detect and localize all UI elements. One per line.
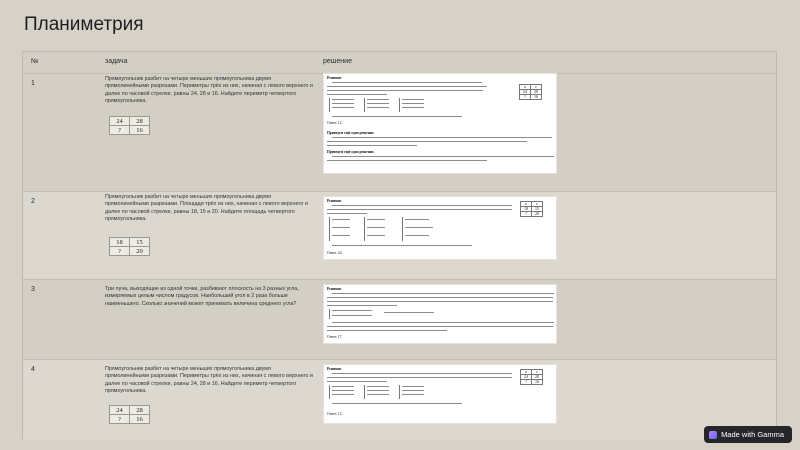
solution-alt-heading: Приведем ещё одно решение.	[327, 150, 375, 154]
problems-table	[22, 51, 777, 439]
page-title: Планиметрия	[24, 14, 144, 35]
row-number: 3	[31, 286, 35, 293]
task-grid	[109, 237, 150, 256]
sol-grid-cell: a	[520, 85, 531, 90]
row-number: 2	[31, 198, 35, 205]
sol-grid-cell: c	[532, 370, 543, 375]
task-text: Три луча, выходящие из одной точки, разбивают плоскость на 3 разных угла, измеряемых целым числом градусов. Наибольший угол в 2 раза больше наименьшего. Сколько значений может принимать величина среднего угла?	[105, 286, 299, 307]
grid-cell: 28	[130, 406, 150, 415]
task-text: Прямоугольник разбит на четыре меньших прямоугольника двумя прямолинейными разрезами. Площади трёх из них, начиная с левого верхнего и далее по часовой стрелке, равны 18, 15 и 20. Найдите площадь четвертого прямоугольника.	[105, 194, 308, 222]
header-solution: решение	[323, 58, 352, 65]
solution-image	[323, 196, 557, 260]
grid-cell: 28	[130, 117, 150, 126]
task-grid	[109, 405, 150, 424]
solution-heading: Решение.	[327, 287, 343, 291]
solution-image	[323, 364, 557, 424]
solution-heading: Решение.	[327, 367, 343, 371]
table-row	[23, 192, 776, 280]
solution-grid	[520, 201, 543, 217]
row-number: 1	[31, 80, 35, 87]
sol-grid-cell: ?	[521, 380, 532, 385]
solution-image	[323, 73, 557, 174]
header-task: задача	[105, 58, 128, 65]
solution-grid	[519, 84, 542, 100]
solution-answer: Ответ: 12.	[327, 121, 343, 125]
grid-cell: ?	[110, 126, 130, 135]
sol-grid-cell: 18	[521, 207, 532, 212]
sol-grid-cell: ?	[520, 95, 531, 100]
sol-grid-cell: ?	[521, 212, 532, 217]
row-number: 4	[31, 366, 35, 373]
solution-answer: Ответ: 17.	[327, 335, 343, 339]
solution-heading: Решение.	[327, 76, 343, 80]
made-with-gamma-badge[interactable]	[704, 426, 792, 443]
solution-heading: Решение.	[327, 199, 343, 203]
table-row	[23, 360, 776, 440]
sol-grid-cell: 24	[520, 90, 531, 95]
solution-alt-heading: Приведем ещё одно решение.	[327, 131, 375, 135]
sol-grid-cell: a	[521, 370, 532, 375]
solution-answer: Ответ: 24.	[327, 251, 343, 255]
sol-grid-cell: 16	[532, 380, 543, 385]
task-grid	[109, 116, 150, 135]
sol-grid-cell: 16	[531, 95, 542, 100]
grid-cell: 18	[110, 238, 130, 247]
task-text: Прямоугольник разбит на четыре меньших прямоугольника двумя прямолинейными разрезами. Периметры трёх из них, начиная с левого верхнего и далее по часовой стрелке, равны 24, 28 и 16. Найдите периметр четвертого прямоугольника.	[105, 76, 313, 104]
task-text: Прямоугольник разбит на четыре меньших прямоугольника двумя прямолинейными разрезами. Периметры трёх из них, начиная с левого верхнего и далее по часовой стрелке, равны 24, 28 и 16. Найдите периметр четвертого прямоугольника.	[105, 366, 313, 394]
badge-label: Made with Gamma	[721, 430, 784, 439]
sol-grid-cell: 24	[521, 375, 532, 380]
solution-answer: Ответ: 12.	[327, 412, 343, 416]
solution-image	[323, 284, 557, 344]
grid-cell: 20	[130, 247, 150, 256]
grid-cell: 16	[130, 415, 150, 424]
sol-grid-cell: a	[521, 202, 532, 207]
sol-grid-cell: 15	[532, 207, 543, 212]
table-row	[23, 280, 776, 360]
grid-cell: ?	[110, 415, 130, 424]
grid-cell: 24	[110, 406, 130, 415]
sol-grid-cell: c	[531, 85, 542, 90]
gamma-logo-icon	[709, 431, 717, 439]
grid-cell: 16	[130, 126, 150, 135]
grid-cell: 15	[130, 238, 150, 247]
grid-cell: 24	[110, 117, 130, 126]
table-header	[23, 52, 776, 74]
sol-grid-cell: 20	[532, 212, 543, 217]
table-row	[23, 74, 776, 192]
grid-cell: ?	[110, 247, 130, 256]
sol-grid-cell: c	[532, 202, 543, 207]
sol-grid-cell: 28	[532, 375, 543, 380]
solution-grid	[520, 369, 543, 385]
header-num: №	[31, 58, 39, 65]
sol-grid-cell: 28	[531, 90, 542, 95]
